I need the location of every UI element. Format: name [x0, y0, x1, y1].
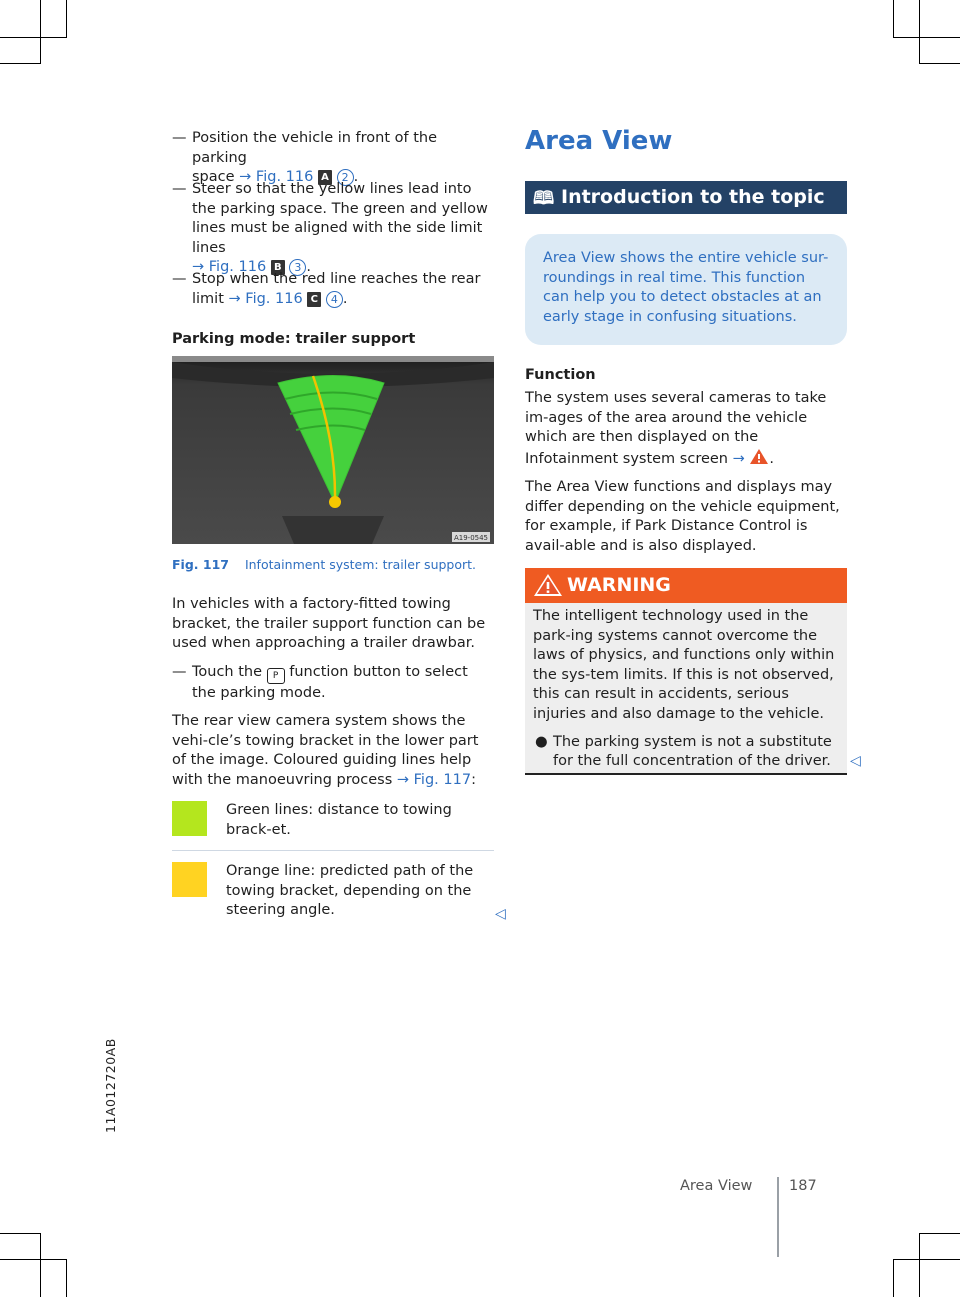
- intro-callout: Area View shows the entire vehicle sur-roundings in real time. This function can help you to detect obstacles at an early stage in confusing situations.: [525, 234, 847, 345]
- document-code: 11A012720AB: [103, 1038, 118, 1133]
- crop-mark: [66, 0, 67, 37]
- crop-mark: [40, 1233, 41, 1297]
- crop-mark: [40, 0, 41, 63]
- crop-mark: [0, 1233, 41, 1234]
- box-letter: A: [318, 170, 332, 185]
- step-touch-button: — Touch the P function button to select the parking mode.: [172, 664, 468, 701]
- paragraph-rear-view: The rear view camera system shows the vehi-cle’s towing bracket in the lower part of the image. Coloured guiding lines help with the manoeuvring process → Fig. 117:: [172, 713, 479, 788]
- step-stop: — Stop when the red line reaches the rear limit → Fig. 116 C 4 .: [172, 271, 481, 307]
- caption-text: Infotainment system: trailer support.: [244, 557, 477, 572]
- figure-code: A19-0545: [453, 534, 489, 542]
- legend-green-text: Green lines: distance to towing brack-et.: [226, 802, 452, 838]
- warning-triangle-icon: [533, 573, 563, 597]
- figure-caption: [172, 557, 494, 572]
- step-position-vehicle: — Position the vehicle in front of the parking space → Fig. 116 A 2 .: [172, 130, 438, 186]
- box-letter: B: [271, 260, 285, 275]
- crop-mark: [919, 0, 920, 63]
- crop-mark: [0, 37, 67, 38]
- bullet-icon: ●: [535, 733, 548, 750]
- legend-divider: [172, 850, 494, 851]
- footer-divider: [777, 1177, 779, 1257]
- crop-mark: [893, 1259, 960, 1260]
- fig-116-link[interactable]: Fig. 116: [255, 169, 314, 186]
- fig-117-link[interactable]: Fig. 117: [413, 771, 472, 788]
- intro-bar: 🕮 Introduction to the topic: [525, 181, 847, 214]
- box-letter: C: [307, 292, 321, 307]
- fig-116-link[interactable]: Fig. 116: [208, 259, 267, 276]
- trailer-support-illustration: [172, 356, 494, 544]
- footer-section: Area View: [680, 1178, 753, 1194]
- crop-mark: [919, 1233, 920, 1297]
- page-number: 187: [789, 1178, 817, 1194]
- warning-underline: [525, 773, 847, 775]
- function-text: The system uses several cameras to take im-ages of the area around the vehicle which are then displayed on the Infotainment system screen → .: [525, 390, 827, 467]
- function-heading: Function: [525, 367, 596, 383]
- page-title: Area View: [525, 126, 673, 156]
- caption-label: Fig. 117: [172, 557, 229, 572]
- section-end-icon: ◁: [495, 906, 506, 922]
- crop-mark: [919, 1233, 960, 1234]
- warning-body: The intelligent technology used in the park-ing systems cannot overcome the laws of physics, and functions only within the sys-tem limits. If this is not observed, this can result in accidents, serious injuries and also damage to the vehicle. ● The parking system is not a substitute for the full concentration of the driver.: [525, 603, 847, 773]
- crop-mark: [66, 1259, 67, 1297]
- figure-trailer-support: [172, 356, 494, 544]
- step-steer: — Steer so that the yellow lines lead into the parking space. The green and yellow lines must be aligned with the side limit lines → Fig. 116 B 3 .: [172, 181, 488, 276]
- green-swatch: [172, 801, 207, 836]
- callout-number: 2: [337, 169, 354, 186]
- callout-number: 4: [326, 291, 343, 308]
- warning-header: WARNING: [525, 568, 847, 603]
- crop-mark: [893, 0, 894, 37]
- book-icon: 🕮: [533, 188, 555, 209]
- parking-function-icon: P: [267, 668, 285, 684]
- legend-orange-text: Orange line: predicted path of the towing bracket, depending on the steering angle.: [226, 863, 474, 919]
- fig-116-link[interactable]: Fig. 116: [245, 290, 303, 307]
- warning-triangle-icon: [749, 448, 769, 465]
- crop-mark: [893, 37, 960, 38]
- crop-mark: [0, 63, 41, 64]
- crop-mark: [919, 63, 960, 64]
- subheading-trailer-support: Parking mode: trailer support: [172, 331, 416, 347]
- callout-number: 3: [289, 259, 306, 276]
- orange-swatch: [172, 862, 207, 897]
- section-end-icon: ◁: [850, 753, 861, 769]
- function-text-2: The Area View functions and displays may differ depending on the vehicle equipment, for example, if Park Distance Control is avail-able and is also displayed.: [525, 479, 840, 554]
- crop-mark: [893, 1259, 894, 1297]
- paragraph-factory-towing: In vehicles with a factory-fitted towing bracket, the trailer support function can be used when approaching a trailer drawbar.: [172, 596, 486, 652]
- crop-mark: [0, 1259, 67, 1260]
